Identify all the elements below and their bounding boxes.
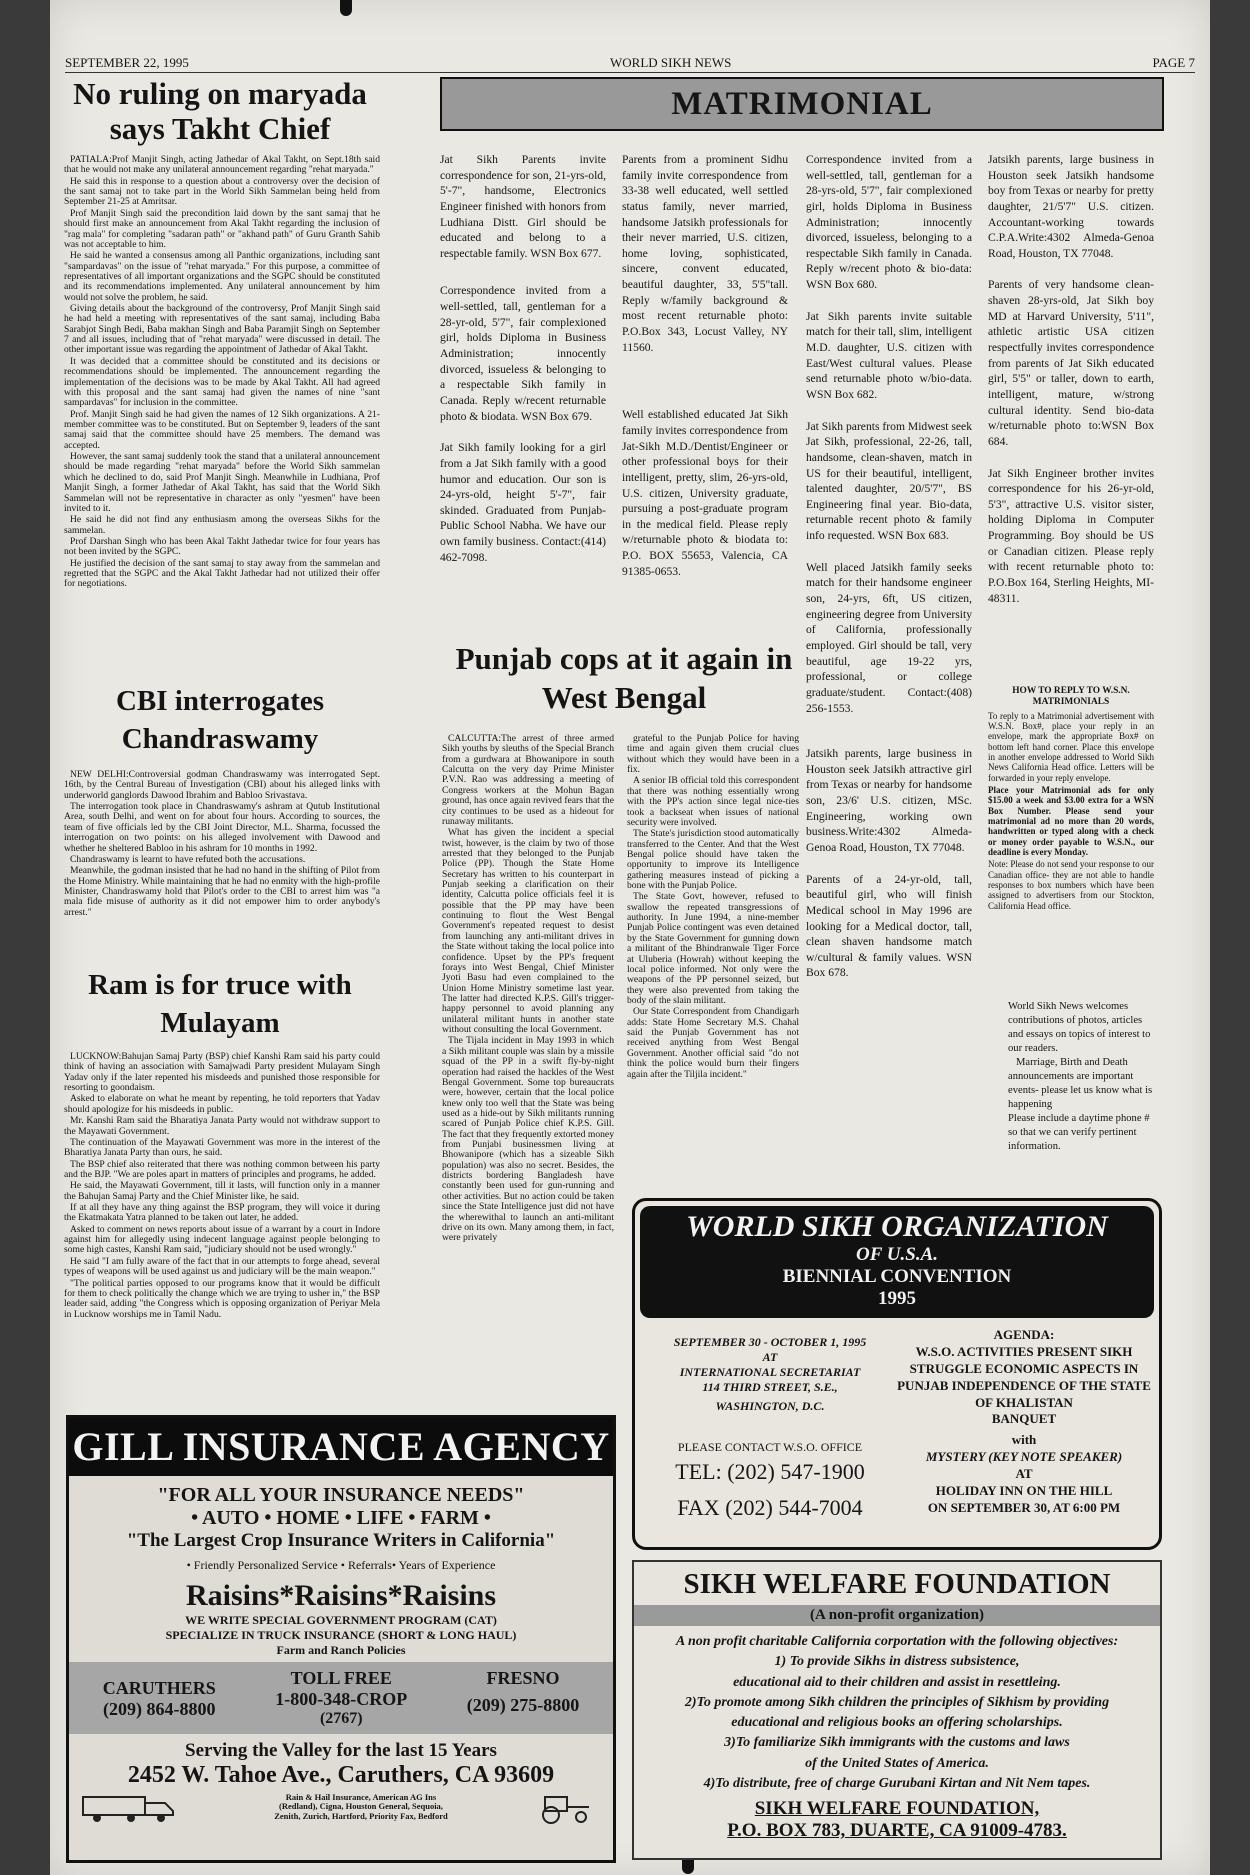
story-paragraph: He said, the Mayawati Government, till it lasts, will function only in a manner the Bahujan Samaj Party and the Chief Minister like, he said. bbox=[64, 1180, 380, 1202]
cbi-headline: CBI interrogates Chandraswamy bbox=[115, 685, 325, 755]
matrimonial-ad: Well placed Jatsikh family seeks match for their handsome engineer son, 24-yrs, 6ft, US citizen, engineering degree from University of California, professionally employed. Girl should be tall, very beautiful, age 19-22 yrs, professional, or college graduate/student. Contact:(408) 256-1553. bbox=[806, 560, 972, 715]
swf-footer-address: P.O. BOX 783, DUARTE, CA 91009-4783. bbox=[727, 1820, 1067, 1842]
gill-raisins: Raisins*Raisins*Raisins bbox=[185, 1579, 497, 1612]
gill-special-line: WE WRITE SPECIAL GOVERNMENT PROGRAM (CAT) bbox=[185, 1613, 497, 1627]
wso-fax: FAX (202) 544-7004 bbox=[677, 1495, 863, 1520]
story-paragraph: The BSP chief also reiterated that there was nothing common between his party and the BJP. "We are poles apart in matters of principles and programs, he added. bbox=[64, 1158, 380, 1180]
matrimonial-ad: Parents of very handsome clean-shaven 28-yrs-old, Jat Sikh boy MD at Harvard University, 5'11", athletic artistic USA citizen respectfully invites correspondence from parents of Jat Sikh educated girl, 5'5" or taller, down to earth, intelligent, mature, w/strong cultural identity. Send bio-data w/returnable photo to:WSN Box 684. bbox=[988, 278, 1154, 448]
story-paragraph: The State Govt, however, refused to swallow the repeated transgressions of authority. In June 1994, a nine-member Punjab Police contingent was even detained by the State Government for gunning down a militant of the Bhindranwale Tiger Force at Uluberia (Howrah) without keeping the local police informed. Not only were the weapons of the PP personnel seized, but they were also prevented from taking the body of the slain militant. bbox=[627, 891, 799, 1006]
office-label: TOLL FREE bbox=[290, 1668, 392, 1688]
newspaper-page bbox=[50, 0, 1210, 1875]
gill-service-line: • Friendly Personalized Service • Referrals• Years of Experience bbox=[186, 1558, 496, 1572]
swf-objective: 4)To distribute, free of charge Gurubani Kirtan and Nit Nem tapes. bbox=[703, 1776, 1091, 1792]
matrimonial-ad: Jat Sikh Engineer brother invites correspondence for his 26-yr-old, 5'3", attractive U.S. visitor sister, holding Diploma in Computer Programming. Boy should be US or Canadian citizen. Please reply with recent returnable photo to: P.O.Box 164, Sterling Heights, MI-48311. bbox=[988, 466, 1154, 605]
story-paragraph: He said he did not find any enthusiasm among the overseas Sikhs for the sammelan. bbox=[64, 514, 380, 536]
wso-subtitle: OF U.S.A. bbox=[855, 1244, 938, 1265]
wso-holiday-date: ON SEPTEMBER 30, AT 6:00 PM bbox=[927, 1499, 1121, 1515]
story-paragraph: If at all they have any thing against the BSP program, they will voice it during the Ekatmakata Yatra planned to be taken out later, he added. bbox=[64, 1202, 380, 1224]
story-paragraph: A senior IB official told this correspondent that there was nothing essentially wrong with the PP's action since legal nice-ties took a backseat when issues of national security were involved. bbox=[627, 775, 799, 828]
wso-year: 1995 bbox=[878, 1288, 916, 1309]
matrimonial-ad: Correspondence invited from a well-settled, tall, gentleman for a 28-yrs-old, 5'7", fair complexioned girl, holds Diploma in Business Administration; innocently divorced, issueless, belonging to a respectable Sikh family in Canada. Reply w/recent photo & bio-data: WSN Box 680. bbox=[806, 153, 972, 292]
swf-objectives bbox=[634, 1632, 1160, 1794]
office-label: CARUTHERS bbox=[102, 1678, 216, 1698]
how-to-reply-title: HOW TO REPLY TO W.S.N. MATRIMONIALS bbox=[1012, 686, 1130, 707]
matrimonial-ad: Parents from a prominent Sidhu family invite correspondence from 33-38 well educated, well settled status family, never married, handsome Jatsikh professionals for their never married, U.S. citizen, home loving, sophisticated, sincere, convent educated, beautiful daughter, 33, 5'5"tall. Reply w/family background & most recent returnable photo: P.O.Box 343, Locust Valley, NY 11560. bbox=[622, 153, 788, 354]
story-paragraph: However, the sant samaj suddenly took the stand that a unilateral announcement should be made regarding "rehat maryada" before the World Sikh sammelan which he declined to do, said Prof Manjit Singh. Meanwhile in Ludhiana, Prof Manjit Singh, a former Jathedar of Akal Takht, has said that the World Sikh Sammelan will not be representative in character as only "yesmen" have been invited to it. bbox=[64, 451, 380, 514]
matrimonial-ad: Jat Sikh Parents invite correspondence for son, 21-yrs-old, 5'-7", handsome, Electronics Engineer finished with honors from Ludhiana Distt. Girl should be educated and belong to a respectable family. WSN Box 677. bbox=[440, 153, 606, 260]
matrimonial-ad: Jat Sikh parents invite suitable match for their tall, slim, intelligent M.D. daughter, U.S. citizen with East/West cultural values. Please send returnable photo w/bio-data. WSN Box 682. bbox=[806, 309, 972, 401]
punjab-story-col1 bbox=[442, 734, 614, 1399]
matrimonial-ad: Correspondence invited from a well-settled, tall, gentleman for a 28-yr-old, 5'7", fair complexioned girl, holds Diploma in Business Administration; innocently divorced, issueless & belonging to a respectable Sikh family in Canada. Reply w/recent returnable photo & biodata. WSN Box 679. bbox=[440, 284, 606, 423]
story-paragraph: The Tijala incident in May 1993 in which a Sikh militant couple was slain by a missile squad of the PP in a swift fly-by-night operation had raised the hackles of the West Bengal Government. Some top bureaucrats were, however, certain that the local police knew only too well that the State was being used as a hide-out by Sikh militants running scared of Punjab Police chief K.P.S. Gill. The fact that they frequently extorted money from Punjabi businessmen living at Bhowanipore (which has a sizeable Sikh population) was also no secret. Besides, the districts bordering Bangladesh have constantly been used for gun-running and other activities. But no action could be taken since the State Intelligence just did not have the wherewithal to launch an anti-militant drive on its own. Many among them, in fact, were privately bbox=[442, 1035, 614, 1244]
gill-office-fresno bbox=[467, 1668, 579, 1728]
how-to-reply-box bbox=[988, 686, 1154, 966]
ram-story bbox=[64, 1052, 380, 1402]
gill-address: 2452 W. Tahoe Ave., Caruthers, CA 93609 bbox=[127, 1762, 555, 1788]
swf-intro: A non profit charitable California corportation with the following objectives: bbox=[675, 1634, 1119, 1649]
gill-special-line: Farm and Ranch Policies bbox=[276, 1643, 406, 1657]
story-paragraph: He justified the decision of the sant samaj to stay away from the sammelan and regretted that the SGPC and the Akal Takht Jathedar had not utilized their offer for negotiations. bbox=[64, 557, 380, 590]
wso-agenda-title: AGENDA: bbox=[993, 1327, 1055, 1342]
matrimonial-ad: Well established educated Jat Sikh family invites correspondence from Jat-Sikh M.D./Dentist/Engineer or other professional boys for their intelligent, pretty, slim, 26-yrs-old, U.S. citizen, University graduate, pursuing a post-graduate program in the medical field. Please reply w/returnable photo & biodata to: P.O. BOX 55653, Valencia, CA 91385-0653. bbox=[622, 408, 788, 578]
swf-footer-name: SIKH WELFARE FOUNDATION, bbox=[754, 1798, 1040, 1820]
office-phone: 1-800-348-CROP bbox=[275, 1689, 408, 1709]
punjab-story-col2 bbox=[627, 734, 799, 1154]
wso-street: 114 THIRD STREET, S.E., bbox=[702, 1380, 838, 1394]
matrimonial-ad: Jat Sikh parents from Midwest seek Jat Sikh, professional, 22-26, tall, handsome, clean-shaven, match in US for their beautiful, intelligent, talented daughter, 20/5'7", BS Engineering final year. Bio-data, returnable recent photo & family info requested. WSN Box 683. bbox=[806, 419, 972, 543]
story-paragraph: Mr. Kanshi Ram said the Bharatiya Janata Party would not withdraw support to the Mayawati Government. bbox=[64, 1115, 380, 1137]
matrimonial-ad: Parents of a 24-yr-old, tall, beautiful girl, who will finish Medical school in May 1996 are looking for a Medical doctor, tall, clean shaven handsome match w/cultural & family values. WSN Box 678. bbox=[806, 872, 972, 980]
story-paragraph: He said he wanted a consensus among all Panthic organizations, including sant "sampardavas" on the issue of "rehat maryada." For this purpose, a committee of representatives of all important organizations and the SGPC should be constituted and its recommendations implemented. Any unilateral announcement by him would not solve the problem, he said. bbox=[64, 250, 380, 303]
wso-banquet: BANQUET bbox=[991, 1411, 1057, 1427]
story-paragraph: The continuation of the Mayawati Government was more in the interest of the Bharatiya Janata Party than ours, he said. bbox=[64, 1136, 380, 1159]
wso-at: AT bbox=[762, 1350, 778, 1364]
story-paragraph: LUCKNOW:Bahujan Samaj Party (BSP) chief Kanshi Ram said his party could think of having an association with Samajwadi Party president Mulayam Singh Yadav only if the later repented his misdeeds and punished those responsible for resorting to goondaism. bbox=[64, 1052, 380, 1094]
gill-footer bbox=[69, 1789, 613, 1825]
wso-contact: PLEASE CONTACT W.S.O. OFFICE bbox=[677, 1440, 863, 1454]
story-paragraph: PATIALA:Prof Manjit Singh, acting Jathedar of Akal Takht, on Sept.18th said that he would not make any unilateral announcement regarding "rehat maryada." bbox=[64, 155, 380, 176]
ram-headline: Ram is for truce with Mulayam bbox=[88, 969, 352, 1039]
header-date: SEPTEMBER 22, 1995 bbox=[65, 55, 189, 70]
sikh-welfare-foundation-ad bbox=[632, 1560, 1162, 1860]
wso-agenda-panel bbox=[897, 1323, 1151, 1521]
punjab-headline: Punjab cops at it again in West Bengal bbox=[455, 641, 793, 715]
story-paragraph: It was decided that a committee should be constituted and its decisions or recommendations should be implemented. The announcement regarding the implementation of the decisions was to be made by Akal Takht. All had agreed with this proposal and the sant samaj had given the names of nine "sant sampardavas" for inclusion in the committee. bbox=[64, 355, 380, 409]
running-header bbox=[65, 55, 1195, 73]
story-paragraph: Prof Darshan Singh who has been Akal Takht Jathedar twice for four years has not been invited by the SGPC. bbox=[64, 535, 380, 558]
story-paragraph: He said this in response to a question about a controversy over the decision of the sant samaj not to take part in the World Sikh Sammelan being held from September 21-25 at Amritsar. bbox=[64, 175, 380, 208]
maryada-story bbox=[64, 155, 380, 681]
how-to-reply-text: To reply to a Matrimonial advertisement with W.S.N. Box#, place your reply in an envelope, mark the appropriate Box# on bottom left hand corner. Place this envelope in another envelope addressed to World Sikh News California Head office. Letters will be forwarded in your reply envelope. bbox=[988, 710, 1154, 783]
wso-convention-ad bbox=[632, 1198, 1162, 1550]
swf-title: SIKH WELFARE FOUNDATION bbox=[683, 1568, 1111, 1600]
matrimonial-banner: MATRIMONIAL bbox=[440, 77, 1164, 131]
story-paragraph: grateful to the Punjab Police for having time and again given them crucial clues without which they would have been in a fix. bbox=[627, 734, 799, 776]
swf-objective: 2)To promote among Sikh children the principles of Sikhism by providing bbox=[684, 1694, 1110, 1710]
matrimonial-column bbox=[806, 152, 972, 1182]
story-paragraph: Meanwhile, the godman insisted that he had no hand in the shifting of Pilot from the Home Ministry. While maintaining that he had no enmity with the high-profile Minister, Chandraswamy hold that Pilot's order to the CBI to arrest him was "a mala fide misuse of authority as it did not empower him to order anybody's arrest." bbox=[64, 865, 380, 918]
story-paragraph: NEW DELHI:Controversial godman Chandraswamy was interrogated Sept. 16th, by the Central Bureau of Investigation (CBI) about his alleged links with underworld ganglords Dawood Ibrahim and Babloo Srivastava. bbox=[64, 770, 380, 801]
how-to-reply-text: Place your Matrimonial ads for only $15.00 a week and $3.00 extra for a WSN Box Number. Please send your matrimonial ad no more than 20 words, handwritten or typed along with a check or money order payable to W.S.N., our deadline is every Monday. bbox=[988, 785, 1154, 858]
gill-office-tollfree bbox=[275, 1668, 407, 1728]
story-paragraph: Our State Correspondent from Chandigarh adds: State Home Secretary M.S. Chahal said the Punjab Government has not received anything from West Bengal Government. Another official said "do not think the police would burn their fingers again after the Tiljila incident." bbox=[627, 1006, 799, 1080]
gill-crop-slogan: "The Largest Crop Insurance Writers in California" bbox=[126, 1530, 556, 1551]
gill-lines: • AUTO • HOME • LIFE • FARM • bbox=[191, 1507, 491, 1529]
contributions-notice bbox=[1008, 1000, 1154, 1180]
swf-objective: educational and religious books an offering scholarships. bbox=[731, 1715, 1063, 1731]
wso-venue: INTERNATIONAL SECRETARIAT bbox=[679, 1365, 861, 1379]
swf-objective: 1) To provide Sikhs in distress subsistence, bbox=[774, 1654, 1020, 1670]
gill-ad-title: GILL INSURANCE AGENCY bbox=[69, 1418, 613, 1476]
how-to-reply-text: Note: Please do not send your response to our Canadian office- they are not able to handle responses to box numbers which have been assigned to advertisers from our Stockton, California Head office. bbox=[988, 859, 1154, 911]
header-page-number: PAGE 7 bbox=[1152, 55, 1195, 70]
binder-hole bbox=[340, 0, 352, 16]
story-paragraph: Prof Manjit Singh said the precondition laid down by the sant samaj that he should first make an announcement from Akal Takht regarding the inclusion of "rag mala" for completing "sadaran path" or "akhand path" of Guru Granth Sahib was not acceptable to him. bbox=[64, 207, 380, 250]
office-phone: (209) 275-8800 bbox=[466, 1695, 580, 1715]
gill-tagline: "FOR ALL YOUR INSURANCE NEEDS" bbox=[157, 1484, 525, 1506]
gill-special-line: SPECIALIZE IN TRUCK INSURANCE (SHORT & LONG HAUL) bbox=[165, 1628, 517, 1642]
matrimonial-column bbox=[988, 152, 1154, 672]
wso-holiday-venue: HOLIDAY INN ON THE HILL bbox=[935, 1483, 1113, 1499]
office-phone: (209) 864-8800 bbox=[103, 1699, 216, 1719]
story-paragraph: CALCUTTA:The arrest of three armed Sikh youths by sleuths of the Special Branch from a gurdwara at Bhowanipore in south Calcutta on the very day Prime Minister P.V.N. Rao was addressing a meeting of Congress workers at the Mohun Bagan ground, has once again revived fears that the city continues to be used as a hideout for runaway militants. bbox=[442, 734, 614, 827]
swf-subtitle: (A non-profit organization) bbox=[634, 1605, 1160, 1626]
wso-header bbox=[640, 1206, 1154, 1318]
wso-event: BIENNIAL CONVENTION bbox=[782, 1266, 1012, 1287]
wso-speaker: MYSTERY (KEY NOTE SPEAKER) bbox=[925, 1449, 1123, 1465]
gill-insurer-list: Rain & Hail Insurance, American AG Ins (Redland), Cigna, Houston General, Sequoia, Zenith, Zurich, Hartford, Priority Fax, Bedford bbox=[274, 1791, 448, 1821]
gill-office-caruthers bbox=[103, 1668, 216, 1728]
matrimonial-column bbox=[622, 152, 788, 642]
tractor-icon bbox=[531, 1789, 601, 1825]
office-label: FRESNO bbox=[486, 1668, 560, 1688]
story-paragraph: Asked to elaborate on what he meant by repenting, he told reporters that Yadav should apologize for his misdeeds in public. bbox=[64, 1093, 380, 1115]
notice-text: Please include a daytime phone # so that we can verify pertinent information. bbox=[1008, 1112, 1150, 1152]
gill-phone-row bbox=[69, 1662, 613, 1734]
wso-phone: TEL: (202) 547-1900 bbox=[675, 1459, 865, 1484]
header-paper-name: WORLD SIKH NEWS bbox=[610, 55, 732, 70]
wso-left-panel bbox=[643, 1323, 897, 1521]
office-phone: (2767) bbox=[319, 1710, 363, 1727]
story-paragraph: "The political parties opposed to our programs know that it would be difficult for them to check politically the change which we are trying to usher in," the BSP leader said, adding "the Congress which is opposing organization of Periyar Mela in Lucknow worships me in Tamil Nadu. bbox=[64, 1277, 380, 1320]
story-paragraph: Chandraswamy is learnt to have refuted both the accusations. bbox=[70, 853, 306, 865]
wso-agenda-text: W.S.O. ACTIVITIES PRESENT SIKH STRUGGLE ECONOMIC ASPECTS IN PUNJAB INDEPENDENCE OF THE STATE OF KHALISTAN bbox=[897, 1343, 1151, 1410]
truck-icon bbox=[81, 1789, 191, 1825]
wso-at-2: AT bbox=[1015, 1466, 1033, 1482]
wso-body bbox=[635, 1323, 1159, 1521]
matrimonial-ad: Jatsikh parents, large business in Houston seek Jatsikh attractive girl from Texas or nearby for handsome son, 23/6' U.S. citizen, MSc. Engineering, working own business.Write:4302 Almeda-Genoa Road, Houston, TX 77048. bbox=[806, 747, 972, 854]
wso-dates: SEPTEMBER 30 - OCTOBER 1, 1995 bbox=[673, 1335, 867, 1349]
notice-text: Marriage, Birth and Death announcements are important events- please let us know what is happening bbox=[1008, 1056, 1153, 1110]
story-paragraph: Giving details about the background of the controversy, Prof Manjit Singh said he had held a meeting with representatives of the sant samaj, including Baba Sarabjot Singh Bedi, Baba makhan Singh and Baba Paramjit Singh on September 7 and all issues, including that of "rehat maryada" were discussed in detail. The other important issue was regarding the appointment of Jathedar of Akal Takht. bbox=[64, 303, 380, 356]
matrimonial-ad: Jatsikh parents, large business in Houston seek Jatsikh handsome boy from Texas or nearby for pretty daughter, 21/5'7" U.S. citizen. Accountant-working towards C.P.A.Write:4302 Almeda-Genoa Road, Houston, TX 77048. bbox=[988, 153, 1154, 260]
matrimonial-ad: Jat Sikh family looking for a girl from a Jat Sikh family with a good humor and education. Our son is 24-yrs-old, height 5'-7", fair skinded. Graduated from Punjab-Public School Nabha. We have our own family business. Contact:(414) 462-7098. bbox=[440, 441, 606, 564]
swf-objective: educational aid to their children and assist in resettleing. bbox=[733, 1674, 1061, 1690]
swf-objective: of the United States of America. bbox=[805, 1755, 989, 1771]
notice-text: World Sikh News welcomes contributions of photos, articles and essays on topics of interest to our readers. bbox=[1008, 1001, 1151, 1054]
swf-objective: 3)To familiarize Sikh immigrants with the customs and laws bbox=[724, 1735, 1070, 1751]
gill-insurance-ad bbox=[66, 1415, 616, 1863]
matrimonial-column bbox=[440, 152, 606, 642]
wso-title: WORLD SIKH ORGANIZATION bbox=[686, 1210, 1108, 1243]
story-paragraph: Asked to comment on news reports about issue of a warrant by a court in Indore against him for allegedly using indecent language against people belonging to some high castes, Kanshi Ram said, "judiciary should not be used wrongly." bbox=[64, 1223, 380, 1256]
story-paragraph: He said "I am fully aware of the fact that in our attempts to forge ahead, several types of weapons will be used against us and judiciary will be the main weapon." bbox=[64, 1255, 380, 1278]
wso-with: with bbox=[1011, 1432, 1037, 1448]
wso-city: WASHINGTON, D.C. bbox=[715, 1399, 825, 1413]
story-paragraph: The interrogation took place in Chandraswamy's ashram at Qutub Institutional Area, south Delhi, and went on for about four hours. According to sources, the team of five officials led by the CBI Joint Director, M.L. Sharma, focussed the interrogation on two points: on his alleged involvement with Dawood and whether he sheltered Babloo in his ashram for 10 months in 1992. bbox=[64, 801, 380, 854]
story-paragraph: Prof. Manjit Singh said he had given the names of 12 Sikh organizations. A 21-member committee was to be constituted. But on September 9, leaders of the sant samaj said that the committee should have 25 members. The demand was accepted. bbox=[64, 408, 380, 451]
cbi-story bbox=[64, 770, 380, 966]
maryada-headline: No ruling on maryada says Takht Chief bbox=[73, 76, 367, 147]
gill-serving-line: Serving the Valley for the last 15 Years bbox=[185, 1740, 497, 1761]
story-paragraph: The State's jurisdiction stood automatically transferred to the Center. And that the West Bengal police should have taken the opportunity to improve its Intelligence gathering measures instead of picking a bone with the Punjab Police. bbox=[627, 828, 799, 892]
story-paragraph: What has given the incident a special twist, however, is the claim by two of those arrested that they belonged to the Punjab Police (PP). Though the State Home Secretary has written to his counterpart in Punjab seeking a clarification on their identity, Calcutta police officials feel it is possible that the PP may have been continuing to flout the West Bengal Government's repeated request to desist from launching any anti-militant drives in the State without taking the local police into confidence. Upset by the PP's frequent forays into West Bengal, Chief Minister Jyoti Basu had even complained to the Union Home Ministry sometime last year. The latter had directed K.P.S. Gill's trigger-happy personnel to avoid planning any unilateral militant hunts in another state without consulting the local Government. bbox=[442, 827, 614, 1036]
